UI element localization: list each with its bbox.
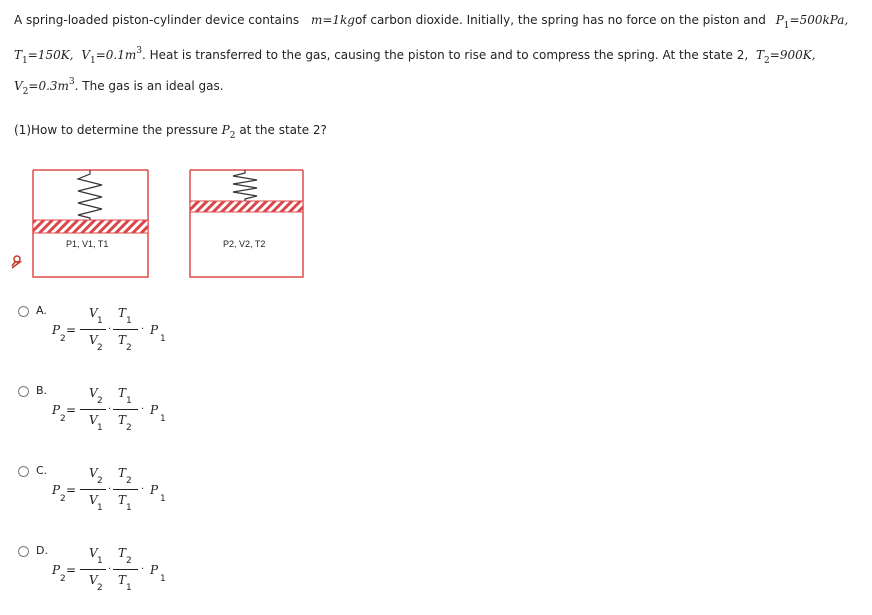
dot-operator: · bbox=[108, 324, 112, 335]
fraction-2-numerator-sub: 1 bbox=[126, 396, 132, 406]
fraction-2-denominator: T bbox=[118, 413, 127, 427]
option-b[interactable] bbox=[0, 386, 300, 446]
problem-line-3 bbox=[14, 74, 224, 100]
option-c[interactable] bbox=[0, 466, 300, 526]
fraction-1-bar bbox=[80, 329, 106, 330]
lhs-subscript: 2 bbox=[60, 414, 66, 424]
fraction-1-numerator: V bbox=[89, 466, 98, 480]
problem-line-2 bbox=[14, 43, 816, 69]
p2-symbol: $P_2$ bbox=[221, 123, 236, 141]
lhs-subscript: 2 bbox=[60, 574, 66, 584]
rhs-subscript: 1 bbox=[160, 574, 166, 584]
piston-cylinder-figure bbox=[0, 160, 330, 280]
option-letter: D. bbox=[36, 544, 48, 557]
rhs-symbol: P bbox=[150, 563, 159, 577]
dot-operator: · bbox=[141, 484, 145, 495]
t2-symbol: $T_2$ bbox=[756, 48, 770, 66]
rhs-symbol: P bbox=[150, 403, 159, 417]
option-letter: C. bbox=[36, 464, 48, 477]
fraction-1-numerator: V bbox=[89, 386, 98, 400]
v2-symbol: $V_2$ bbox=[14, 79, 29, 97]
p1-value: =500kPa, bbox=[789, 13, 849, 27]
fraction-2-denominator-sub: 1 bbox=[126, 503, 132, 513]
fraction-2-denominator: T bbox=[118, 333, 127, 347]
option-d[interactable] bbox=[0, 546, 300, 606]
fraction-1-numerator-sub: 1 bbox=[97, 316, 103, 326]
fraction-2-denominator: T bbox=[118, 573, 127, 587]
fraction-2-numerator: T bbox=[118, 546, 127, 560]
mass-expression: m=1kg bbox=[310, 13, 355, 27]
magnifier-icon bbox=[12, 256, 20, 268]
fraction-1-numerator-sub: 2 bbox=[97, 396, 103, 406]
lhs-subscript: 2 bbox=[60, 334, 66, 344]
equals-sign: = bbox=[66, 483, 77, 497]
equals-sign: = bbox=[66, 323, 77, 337]
fraction-2-numerator-sub: 1 bbox=[126, 316, 132, 326]
fraction-2-bar bbox=[113, 409, 138, 410]
fraction-2-numerator: T bbox=[118, 466, 127, 480]
fraction-2-numerator: T bbox=[118, 306, 127, 320]
fraction-1-denominator-sub: 1 bbox=[97, 503, 103, 513]
fraction-2-numerator-sub: 2 bbox=[126, 476, 132, 486]
rhs-subscript: 1 bbox=[160, 494, 166, 504]
state-2-label: P2, V2, T2 bbox=[223, 239, 266, 249]
dot-operator: · bbox=[141, 564, 145, 575]
t1-symbol: $T_1$ bbox=[14, 48, 28, 66]
option-letter: A. bbox=[36, 304, 47, 317]
radio-button[interactable] bbox=[18, 306, 29, 317]
fraction-1-numerator: V bbox=[89, 546, 98, 560]
state-1-label: P1, V1, T1 bbox=[66, 239, 109, 249]
fraction-1-bar bbox=[80, 569, 106, 570]
fraction-2-denominator-sub: 2 bbox=[126, 343, 132, 353]
fraction-2-bar bbox=[113, 489, 138, 490]
fraction-1-numerator: V bbox=[89, 306, 98, 320]
problem-end-text: . The gas is an ideal gas. bbox=[74, 79, 224, 93]
problem-line-1 bbox=[14, 12, 848, 34]
fraction-2-denominator-sub: 2 bbox=[126, 423, 132, 433]
fraction-1-numerator-sub: 1 bbox=[97, 556, 103, 566]
t1-value: =150K, bbox=[27, 48, 74, 62]
question-prefix: (1)How to determine the pressure bbox=[14, 123, 218, 137]
fraction-1-denominator-sub: 1 bbox=[97, 423, 103, 433]
problem-intro-text: A spring-loaded piston-cylinder device contains bbox=[14, 13, 300, 27]
fraction-1-numerator-sub: 2 bbox=[97, 476, 103, 486]
piston-2 bbox=[190, 201, 303, 212]
fraction-1-denominator: V bbox=[89, 493, 98, 507]
dot-operator: · bbox=[141, 324, 145, 335]
option-a[interactable] bbox=[0, 306, 300, 366]
fraction-1-denominator: V bbox=[89, 333, 98, 347]
equals-sign: = bbox=[66, 403, 77, 417]
p1-symbol: $P_1$ bbox=[775, 13, 790, 31]
fraction-2-bar bbox=[113, 569, 138, 570]
rhs-subscript: 1 bbox=[160, 414, 166, 424]
lhs-subscript: 2 bbox=[60, 494, 66, 504]
fraction-2-numerator-sub: 2 bbox=[126, 556, 132, 566]
problem-middle-text: . Heat is transferred to the gas, causing the piston to rise and to compress the spring. At the state 2, bbox=[142, 48, 749, 62]
rhs-subscript: 1 bbox=[160, 334, 166, 344]
lhs-symbol: P bbox=[52, 563, 61, 577]
v2-value: $=0.3m^3$ bbox=[28, 77, 75, 93]
spring-1 bbox=[78, 170, 102, 220]
dot-operator: · bbox=[108, 484, 112, 495]
fraction-2-numerator: T bbox=[118, 386, 127, 400]
dot-operator: · bbox=[141, 404, 145, 415]
question-text bbox=[14, 122, 327, 144]
problem-text-continued: of carbon dioxide. Initially, the spring has no force on the piston and bbox=[354, 13, 766, 27]
fraction-2-bar bbox=[113, 329, 138, 330]
dot-operator: · bbox=[108, 564, 112, 575]
fraction-1-denominator: V bbox=[89, 573, 98, 587]
fraction-1-bar bbox=[80, 409, 106, 410]
lhs-symbol: P bbox=[52, 483, 61, 497]
lhs-symbol: P bbox=[52, 403, 61, 417]
option-letter: B. bbox=[36, 384, 48, 397]
fraction-1-denominator-sub: 2 bbox=[97, 583, 103, 593]
piston-1 bbox=[33, 220, 148, 233]
fraction-1-denominator-sub: 2 bbox=[97, 343, 103, 353]
radio-button[interactable] bbox=[18, 386, 29, 397]
radio-button[interactable] bbox=[18, 466, 29, 477]
fraction-2-denominator: T bbox=[118, 493, 127, 507]
rhs-symbol: P bbox=[150, 483, 159, 497]
t2-value: =900K, bbox=[769, 48, 816, 62]
fraction-1-bar bbox=[80, 489, 106, 490]
spring-2 bbox=[233, 170, 257, 201]
lhs-symbol: P bbox=[52, 323, 61, 337]
radio-button[interactable] bbox=[18, 546, 29, 557]
fraction-1-denominator: V bbox=[89, 413, 98, 427]
rhs-symbol: P bbox=[150, 323, 159, 337]
equals-sign: = bbox=[66, 563, 77, 577]
v1-symbol: $V_1$ bbox=[81, 48, 96, 66]
question-suffix: at the state 2? bbox=[239, 123, 327, 137]
v1-value: $=0.1m^3$ bbox=[95, 46, 142, 62]
dot-operator: · bbox=[108, 404, 112, 415]
fraction-2-denominator-sub: 1 bbox=[126, 583, 132, 593]
